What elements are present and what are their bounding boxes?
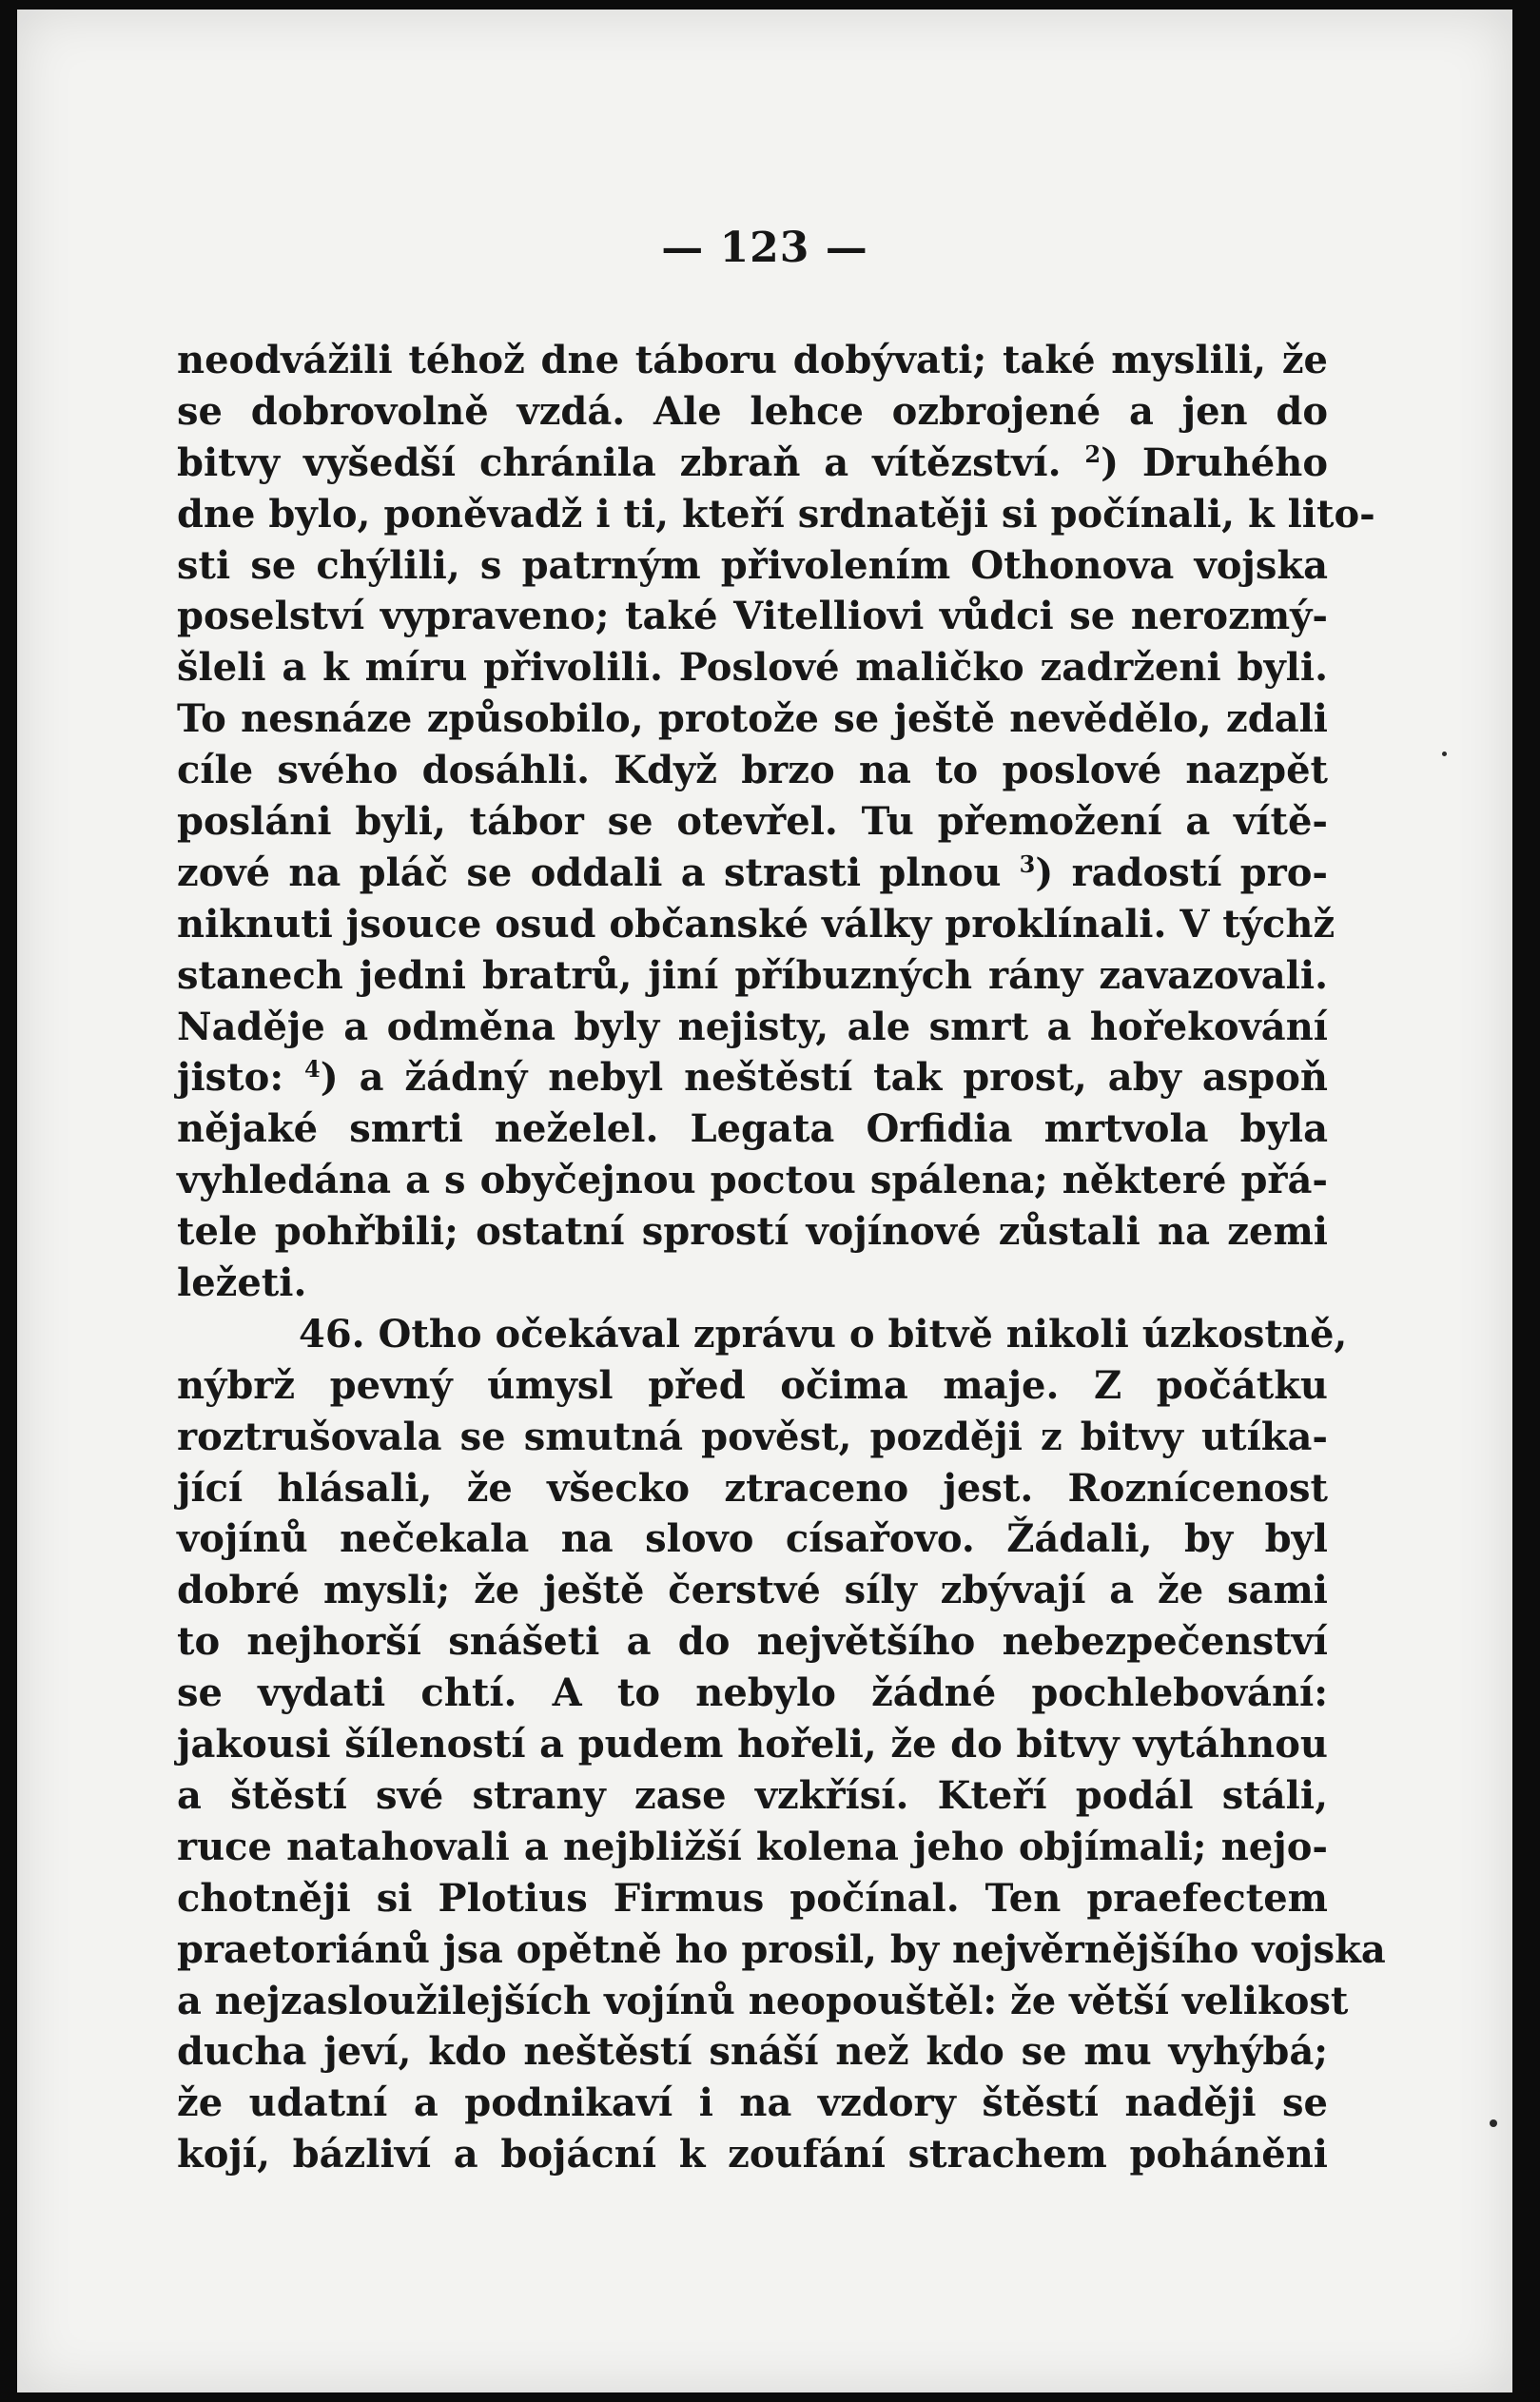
line-text: ruce natahovali a nejbližší kolena jeho objímali; nejo-	[177, 1824, 1328, 1869]
line-text: bitvy vyšedší chránila zbraň a vítězství.	[177, 439, 1085, 485]
line-text: šleli a k míru přivolili. Poslové maličko zadrženi byli.	[177, 645, 1328, 691]
text-line	[177, 1924, 1386, 1976]
text-line	[177, 950, 1328, 1002]
text-line	[177, 2078, 1328, 2129]
text-line	[177, 386, 1328, 438]
text-line	[177, 899, 1335, 950]
line-text: se dobrovolně vzdá. Ale lehce ozbrojené a jen do	[177, 388, 1328, 434]
text-line	[177, 1002, 1328, 1053]
text-line	[177, 1565, 1328, 1616]
text-line	[177, 745, 1328, 796]
text-line	[177, 1155, 1328, 1206]
text-line	[177, 1513, 1328, 1565]
line-text: tele pohřbili; ostatní sprostí vojínové zůstali na zemi	[177, 1209, 1328, 1255]
line-text: poselství vypraveno; také Vitelliovi vůdci se nerozmý-	[177, 594, 1328, 639]
line-text: nějaké smrti neželel. Legata Orfidia mrtvola byla	[177, 1106, 1328, 1152]
line-text: cíle svého dosáhli. Když brzo na to poslové nazpět	[177, 748, 1328, 793]
footnote-marker: 2	[1084, 439, 1101, 468]
line-text: To nesnáze způsobilo, protože se ještě nevědělo, zdali	[177, 696, 1328, 742]
line-text: kojí, bázliví a bojácní k zoufání strachem poháněni	[177, 2132, 1328, 2177]
page-number: — 123 —	[661, 224, 868, 272]
line-text: dobré mysli; že ještě čerstvé síly zbývají a že sami	[177, 1568, 1328, 1613]
line-text: vojínů nečekala na slovo císařovo. Žádali, by byl	[177, 1516, 1328, 1562]
text-line	[177, 1052, 1328, 1103]
line-text: posláni byli, tábor se otevřel. Tu přemožení a vítě-	[177, 799, 1328, 845]
text-line	[177, 1770, 1328, 1822]
text-line	[177, 1412, 1328, 1463]
text-line	[177, 1616, 1328, 1668]
line-text: a nejzasloužilejších vojínů neopouštěl: že větší velikost	[177, 1978, 1349, 2023]
text-line	[177, 642, 1328, 693]
line-text: nýbrž pevný úmysl před očima maje. Z počátku	[177, 1362, 1328, 1408]
text-line	[177, 1103, 1328, 1155]
line-text: jakousi šíleností a pudem hořeli, že do bitvy vytáhnou	[177, 1722, 1328, 1767]
text-line	[177, 1719, 1328, 1770]
text-line	[177, 1668, 1328, 1719]
line-text: stanech jedni bratrů, jiní příbuzných rány zavazovali.	[177, 952, 1328, 998]
line-text: niknuti jsouce osud občanské války proklínali. V týchž	[177, 901, 1335, 947]
line-text-continued: ) Druhého	[1101, 439, 1329, 485]
text-line	[177, 540, 1328, 592]
line-text: se vydati chtí. A to nebylo žádné pochlebování:	[177, 1670, 1328, 1716]
text-line	[177, 1873, 1328, 1924]
line-text: praetoriánů jsa opětně ho prosil, by nejvěrnějšího vojska	[177, 1926, 1386, 1972]
line-text: chotněji si Plotius Firmus počínal. Ten praefectem	[177, 1875, 1328, 1921]
line-text: jící hlásali, že všecko ztraceno jest. Roznícenost	[177, 1465, 1328, 1511]
line-text: ducha jeví, kdo neštěstí snáší než kdo se mu vyhýbá;	[177, 2029, 1328, 2075]
text-line	[177, 2129, 1328, 2180]
footnote-marker: 3	[1019, 849, 1036, 878]
line-text: neodvážili téhož dne táboru dobývati; také myslili, že	[177, 338, 1328, 382]
line-text: to nejhorší snášeti a do největšího nebezpečenství	[177, 1619, 1328, 1665]
line-text: roztrušovala se smutná pověst, později z bitvy utíka-	[177, 1414, 1328, 1459]
body-text	[177, 335, 1386, 2180]
line-text: 46. Otho očekával zprávu o bitvě nikoli úzkostně,	[299, 1311, 1348, 1357]
line-text: ležeti.	[177, 1260, 307, 1306]
line-text: sti se chýlili, s patrným přivolením Othonova vojska	[177, 542, 1328, 588]
text-line	[177, 489, 1375, 540]
book-page	[17, 10, 1512, 2392]
line-text: dne bylo, poněvadž i ti, kteří srdnatěji si počínali, k lito-	[177, 491, 1375, 537]
footnote-marker: 4	[304, 1055, 321, 1084]
line-text: a štěstí své strany zase vzkřísí. Kteří podál stáli,	[177, 1772, 1328, 1818]
line-text: Naděje a odměna byly nejisty, ale smrt a hořekování	[177, 1004, 1328, 1049]
line-text-continued: ) radostí pro-	[1035, 849, 1328, 895]
line-text: zové na pláč se oddali a strasti plnou	[177, 849, 1020, 895]
text-line	[177, 335, 1328, 386]
text-line	[177, 1976, 1349, 2027]
text-line	[177, 1360, 1328, 1412]
text-line	[177, 796, 1328, 848]
text-line	[177, 1822, 1328, 1873]
line-text-continued: ) a žádný nebyl neštěstí tak prost, aby aspoň	[320, 1055, 1328, 1101]
text-line	[177, 1206, 1328, 1258]
text-line	[177, 438, 1328, 489]
text-line	[177, 848, 1328, 899]
text-line	[177, 591, 1328, 642]
paper-speck	[1442, 752, 1447, 756]
text-line	[177, 1309, 1348, 1360]
text-line	[177, 2026, 1328, 2078]
line-text: jisto:	[177, 1055, 305, 1101]
line-text: že udatní a podnikaví i na vzdory štěstí naději se	[177, 2080, 1328, 2126]
text-line	[177, 1258, 1328, 1309]
line-text: vyhledána a s obyčejnou poctou spálena; některé přá-	[177, 1158, 1328, 1203]
text-line	[177, 693, 1328, 745]
text-line	[177, 1463, 1328, 1514]
paper-speck	[1490, 2119, 1497, 2127]
